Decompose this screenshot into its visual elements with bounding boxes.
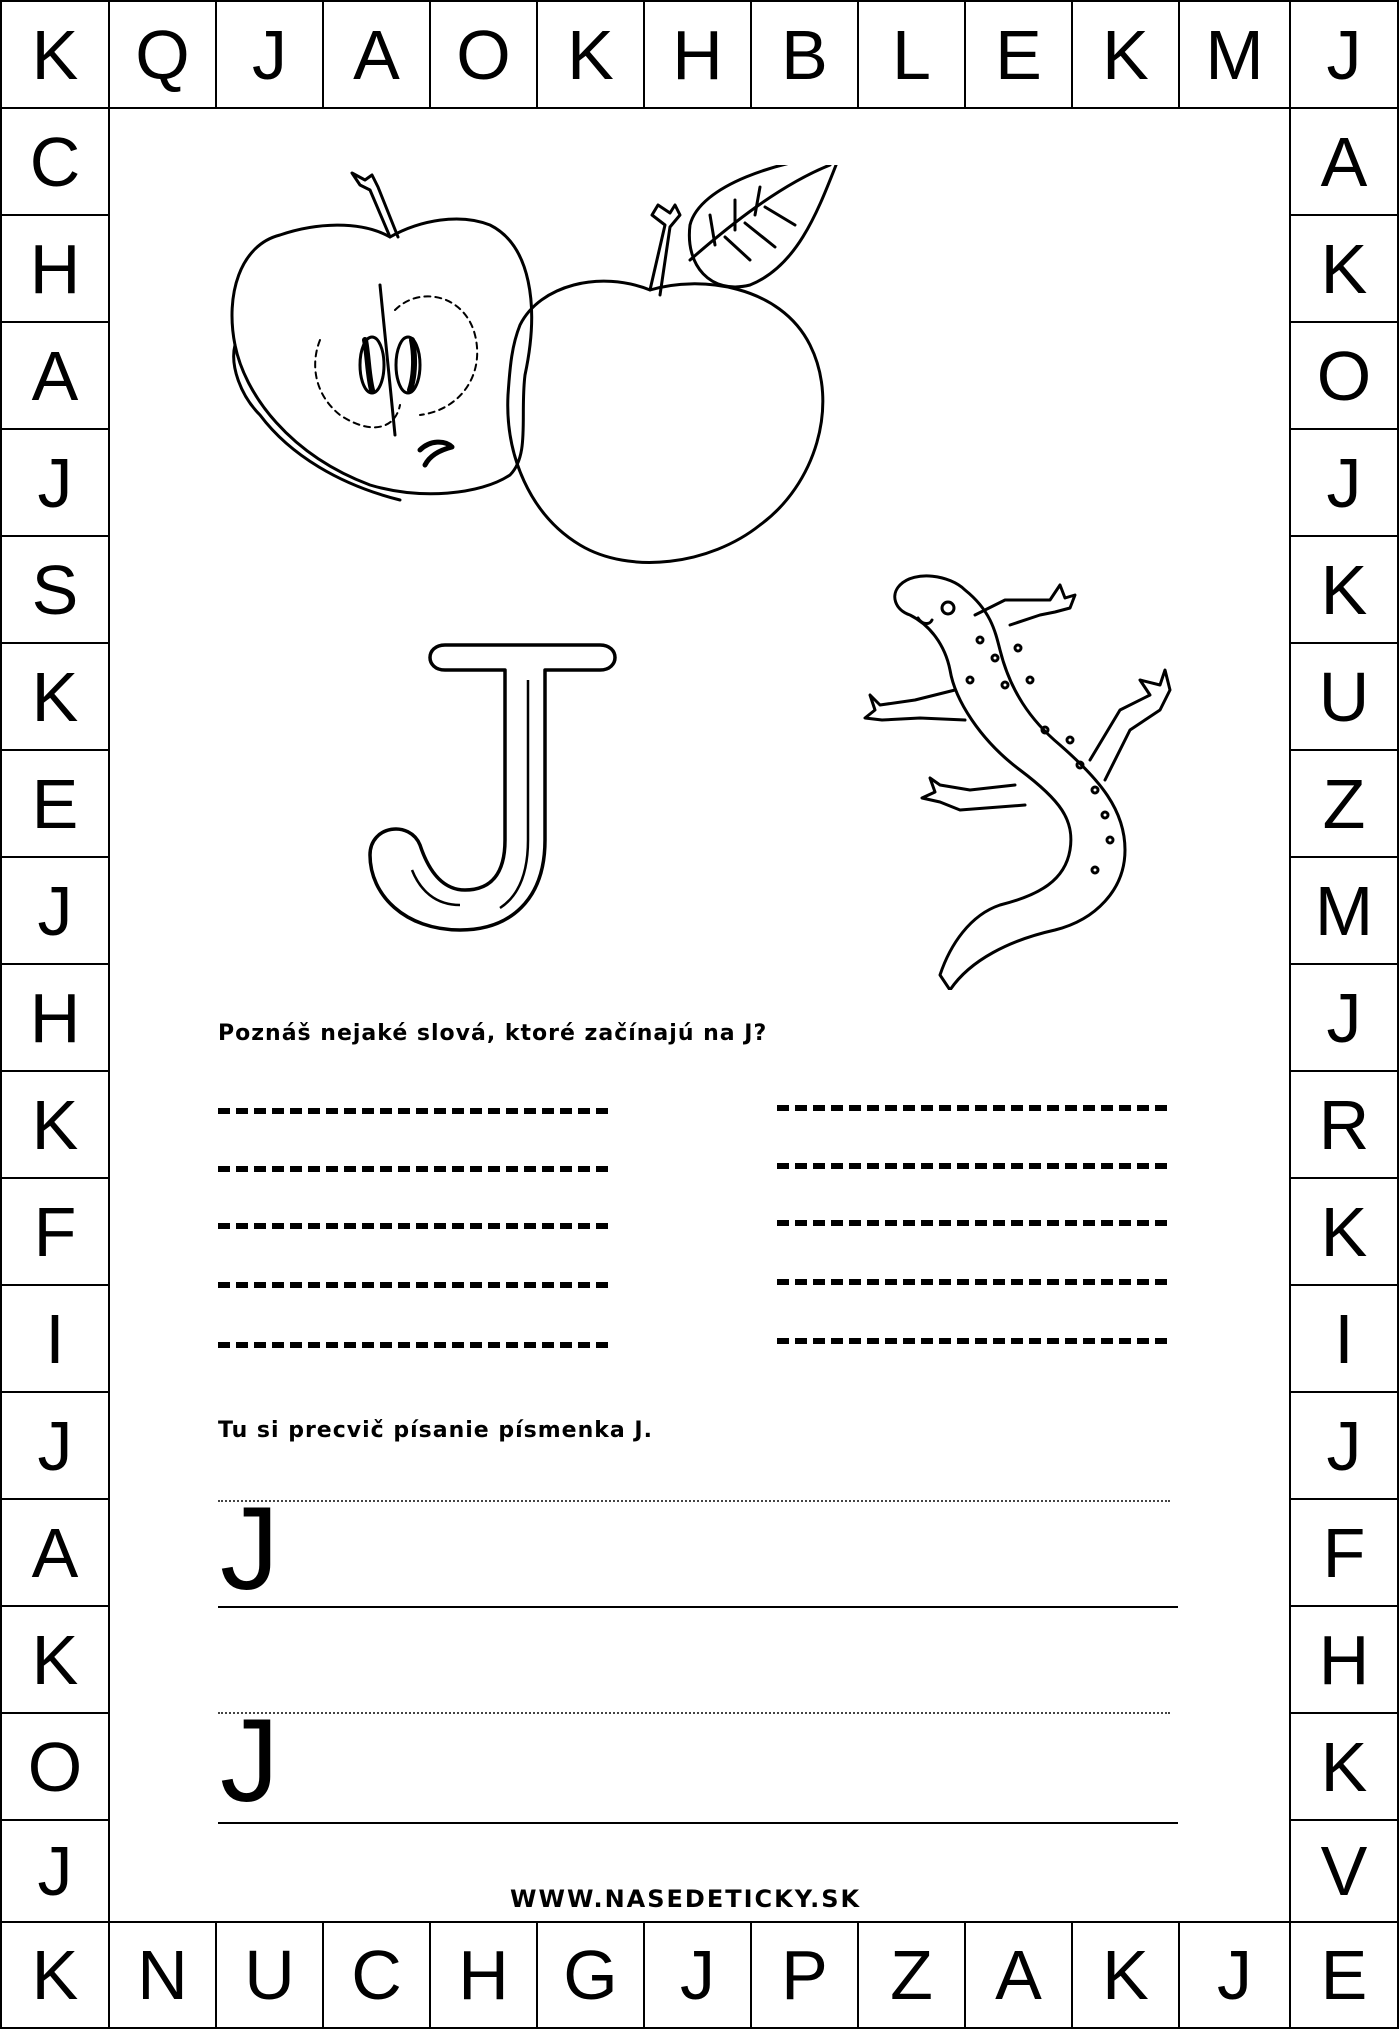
border-letter: A	[0, 321, 110, 430]
border-letter: K	[536, 0, 645, 109]
answer-line[interactable]	[218, 1166, 608, 1172]
border-letter: E	[1289, 1921, 1399, 2029]
apples-illustration	[220, 165, 840, 605]
answer-line[interactable]	[218, 1282, 608, 1288]
border-letter: N	[108, 1921, 217, 2029]
sample-letter-j: J	[220, 1695, 279, 1827]
border-letter: H	[429, 1921, 538, 2029]
border-letter: F	[1289, 1498, 1399, 1607]
border-letter: J	[643, 1921, 752, 2029]
border-letter: M	[1289, 856, 1399, 965]
writing-baseline[interactable]	[218, 1606, 1178, 1608]
border-letter: A	[1289, 107, 1399, 216]
border-letter: A	[0, 1498, 110, 1607]
sample-letter-j: J	[220, 1483, 279, 1615]
border-letter: J	[0, 856, 110, 965]
border-letter: S	[0, 535, 110, 644]
answer-line[interactable]	[218, 1342, 608, 1348]
border-letter: Z	[857, 1921, 966, 2029]
border-letter: O	[0, 1712, 110, 1821]
border-letter: J	[1289, 428, 1399, 537]
border-letter: Z	[1289, 749, 1399, 858]
guide-dotted-line	[218, 1712, 1170, 1714]
border-letter: I	[1289, 1284, 1399, 1393]
answer-line[interactable]	[777, 1279, 1167, 1285]
border-letter: J	[0, 1391, 110, 1500]
border-letter: C	[322, 1921, 431, 2029]
border-letter: U	[215, 1921, 324, 2029]
border-letter: K	[0, 1921, 110, 2029]
border-letter: H	[643, 0, 752, 109]
border-letter: J	[215, 0, 324, 109]
border-letter: E	[0, 749, 110, 858]
border-letter: J	[0, 1819, 110, 1923]
writing-baseline[interactable]	[218, 1822, 1178, 1824]
practice-title: Tu si precvič písanie písmenka J.	[218, 1418, 653, 1443]
border-letter: K	[1071, 0, 1180, 109]
answer-line[interactable]	[777, 1105, 1167, 1111]
border-letter: A	[964, 1921, 1073, 2029]
border-letter: G	[536, 1921, 645, 2029]
border-letter: J	[1289, 0, 1399, 109]
border-letter: R	[1289, 1070, 1399, 1179]
border-letter: B	[750, 0, 859, 109]
border-letter: K	[1289, 1712, 1399, 1821]
border-letter: J	[1178, 1921, 1291, 2029]
answer-line[interactable]	[777, 1338, 1167, 1344]
border-letter: J	[0, 428, 110, 537]
border-letter: K	[0, 0, 110, 109]
border-letter: H	[1289, 1605, 1399, 1714]
border-letter: V	[1289, 1819, 1399, 1923]
border-letter: K	[1289, 1177, 1399, 1286]
border-letter: I	[0, 1284, 110, 1393]
answer-line[interactable]	[218, 1223, 608, 1229]
border-letter: K	[1289, 535, 1399, 644]
border-letter: F	[0, 1177, 110, 1286]
border-letter: E	[964, 0, 1073, 109]
border-letter: U	[1289, 642, 1399, 751]
border-letter: H	[0, 214, 110, 323]
border-letter: K	[0, 1070, 110, 1179]
answer-line[interactable]	[218, 1108, 608, 1114]
guide-dotted-line	[218, 1500, 1170, 1502]
border-letter: C	[0, 107, 110, 216]
answer-line[interactable]	[777, 1220, 1167, 1226]
border-letter: K	[1071, 1921, 1180, 2029]
border-letter: K	[0, 1605, 110, 1714]
answer-line[interactable]	[777, 1163, 1167, 1169]
border-letter: Q	[108, 0, 217, 109]
outline-letter-j	[350, 640, 630, 940]
border-letter: K	[0, 642, 110, 751]
border-letter: O	[429, 0, 538, 109]
border-letter: J	[1289, 963, 1399, 1072]
question-text: Poznáš nejaké slová, ktoré začínajú na J?	[218, 1021, 768, 1046]
border-letter: M	[1178, 0, 1291, 109]
border-letter: K	[1289, 214, 1399, 323]
lizard-illustration	[860, 570, 1200, 990]
border-letter: P	[750, 1921, 859, 2029]
border-letter: H	[0, 963, 110, 1072]
border-letter: O	[1289, 321, 1399, 430]
website-link[interactable]: WWW.NASEDETICKY.SK	[510, 1885, 862, 1913]
border-letter: L	[857, 0, 966, 109]
border-letter: A	[322, 0, 431, 109]
border-letter: J	[1289, 1391, 1399, 1500]
